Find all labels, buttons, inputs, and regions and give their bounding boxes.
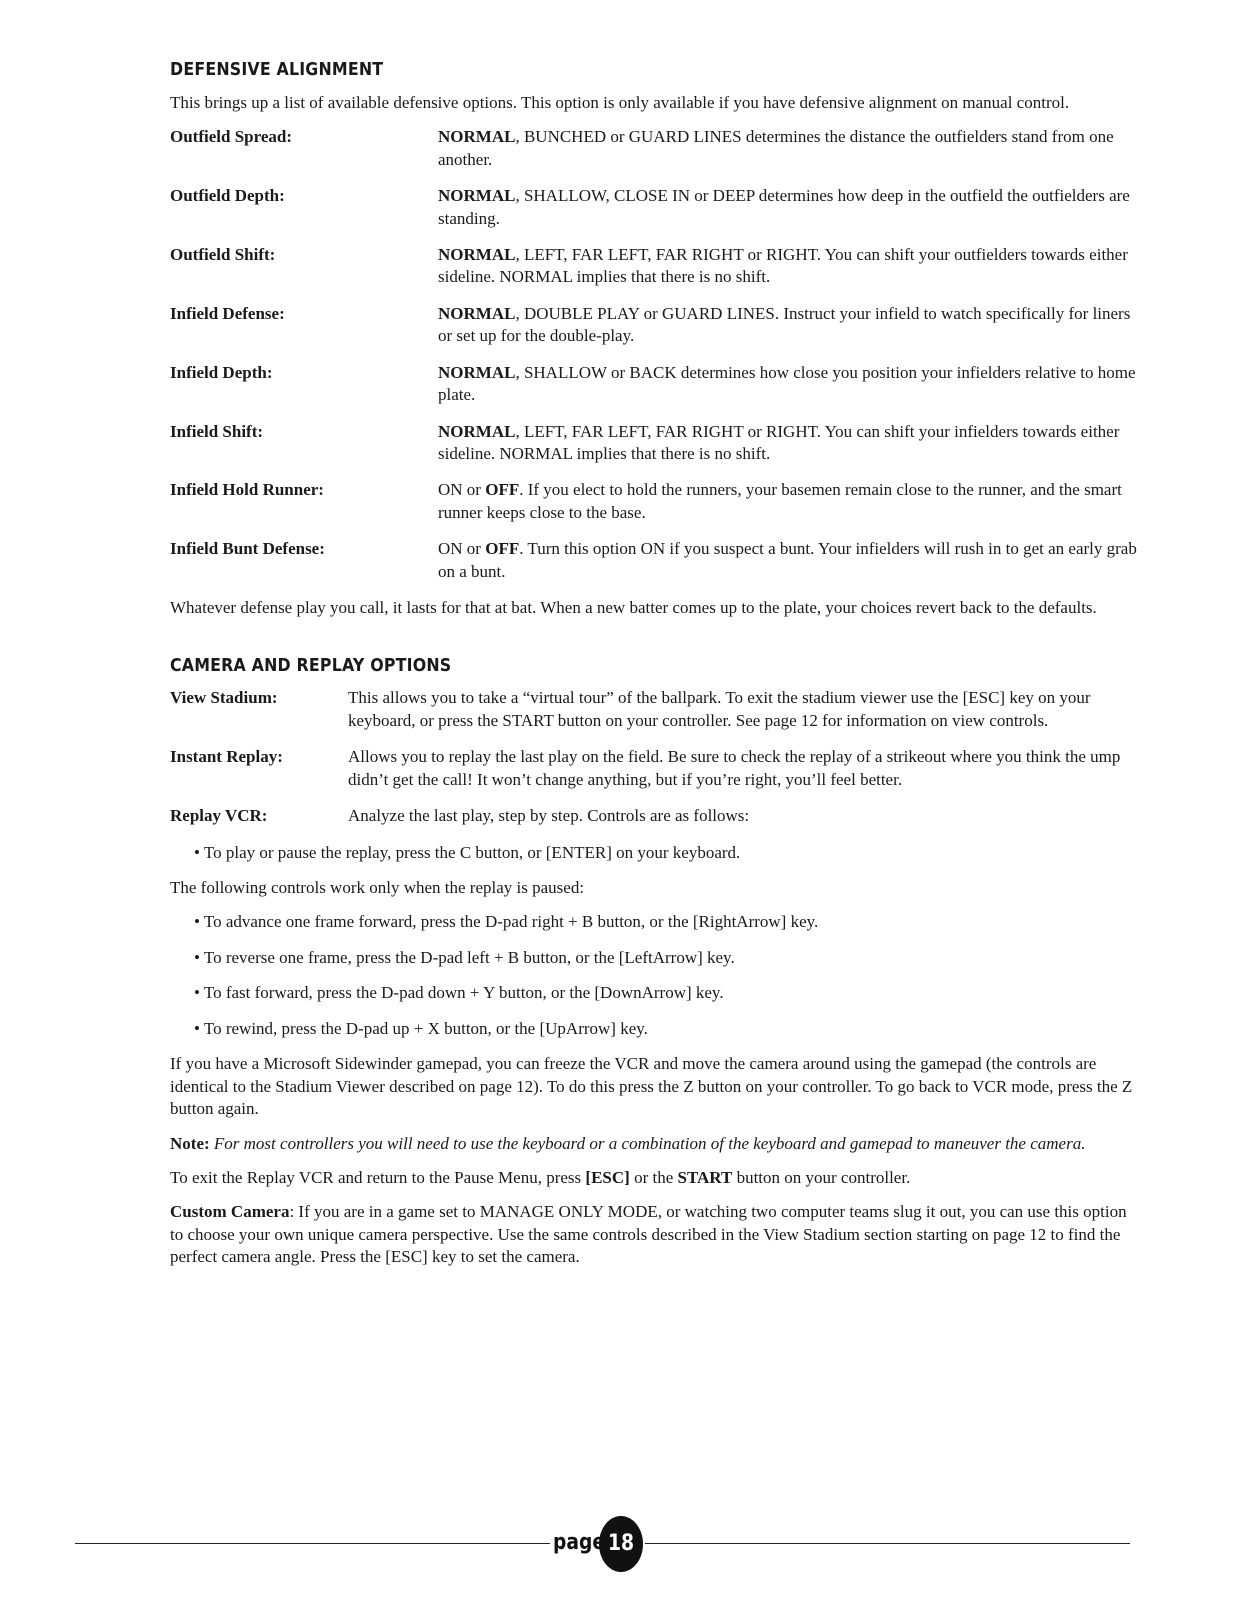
option-term: Infield Shift:: [170, 421, 264, 441]
option-text: . If you elect to hold the runners, your basemen remain close to the runner, and the smart runner keeps close to the base.: [438, 480, 1122, 522]
footer-page-number: 18: [607, 1531, 635, 1556]
exit-text-pre: To exit the Replay VCR and return to the Pause Menu, press: [170, 1167, 586, 1187]
option-keyword: NORMAL: [438, 362, 516, 382]
note-text: For most controllers you will need to use the keyboard or a combination of the keyboard and gamepad to maneuver the camera.: [213, 1133, 1086, 1153]
camera-replay-heading: CAMERA AND REPLAY OPTIONS: [170, 654, 452, 676]
option-term: Infield Depth:: [170, 362, 273, 382]
bullet-fast-forward: • To fast forward, press the D-pad down + Y button, or the [DownArrow] key.: [194, 983, 724, 1003]
option-keyword: OFF: [485, 539, 520, 559]
custom-camera-paragraph: [170, 1201, 1140, 1268]
camera-option-description: This allows you to take a “virtual tour” of the ballpark. To exit the stadium viewer use the [ESC] key on your keyboard, or press the START button on your controller. See page 12 for information on view controls.: [348, 688, 1091, 730]
exit-esc-key: [ESC]: [585, 1167, 630, 1187]
paused-controls-intro: The following controls work only when the replay is paused:: [170, 878, 585, 897]
option-description: [438, 244, 1140, 289]
camera-option-row: [170, 687, 1140, 732]
exit-text-post: button on your controller.: [732, 1167, 911, 1187]
option-text: . Turn this option ON if you suspect a bunt. Your infielders will rush in to get an early grab on a bunt.: [438, 539, 1137, 581]
defensive-options-list: [170, 126, 1140, 583]
option-keyword: NORMAL: [438, 303, 516, 323]
option-row: [170, 538, 1140, 583]
footer-page-word: page: [553, 1530, 606, 1555]
bullet-play-pause: • To play or pause the replay, press the C button, or [ENTER] on your keyboard.: [194, 842, 741, 862]
option-description: [438, 538, 1140, 583]
camera-option-term: Replay VCR:: [170, 806, 268, 826]
camera-option-term: Instant Replay:: [170, 747, 283, 767]
option-description: [438, 479, 1140, 524]
camera-option-row: [170, 746, 1140, 791]
option-keyword: NORMAL: [438, 127, 516, 147]
option-term: Infield Defense:: [170, 303, 285, 323]
option-term: Outfield Depth:: [170, 186, 285, 206]
option-text: , SHALLOW, CLOSE IN or DEEP determines how deep in the outfield the outfielders are standing.: [438, 186, 1130, 228]
exit-paragraph: [170, 1167, 1140, 1189]
option-row: [170, 303, 1140, 348]
footer-rule-left: [75, 1543, 550, 1544]
section-spacer: [170, 632, 1140, 654]
defensive-outro: Whatever defense play you call, it lasts for that at bat. When a new batter comes up to the plate, your choices revert back to the defaults.: [170, 598, 1097, 618]
option-description: [438, 126, 1140, 171]
option-text: , SHALLOW or BACK determines how close you position your infielders relative to home plate.: [438, 362, 1136, 405]
bullet-rewind: • To rewind, press the D-pad up + X button, or the [UpArrow] key.: [194, 1018, 648, 1038]
page-footer: [75, 1508, 1135, 1578]
option-text: , DOUBLE PLAY or GUARD LINES. Instruct your infield to watch specifically for liners or set up for the double-play.: [438, 303, 1131, 346]
camera-option-description: Analyze the last play, step by step. Controls are as follows:: [348, 806, 750, 826]
option-row: [170, 362, 1140, 407]
option-term: Infield Bunt Defense:: [170, 539, 325, 559]
exit-text-mid: or the: [629, 1167, 678, 1187]
exit-start-key: START: [677, 1167, 733, 1187]
option-row: [170, 126, 1140, 171]
option-text: , LEFT, FAR LEFT, FAR RIGHT or RIGHT. You can shift your infielders towards either sideline. NORMAL implies that there is no shift.: [438, 421, 1120, 463]
option-text: , LEFT, FAR LEFT, FAR RIGHT or RIGHT. You can shift your outfielders towards either sideline. NORMAL implies that there is no shift.: [438, 244, 1128, 287]
option-row: [170, 185, 1140, 230]
page-number-badge: [553, 1516, 643, 1574]
defensive-alignment-heading: DEFENSIVE ALIGNMENT: [170, 59, 384, 80]
option-row: [170, 244, 1140, 289]
option-keyword: NORMAL: [438, 421, 516, 441]
sidewinder-paragraph: If you have a Microsoft Sidewinder gamepad, you can freeze the VCR and move the camera around using the gamepad (the controls are identical to the Stadium Viewer described on page 12). To do this press the Z button on your controller. To go back to VCR mode, press the Z button again.: [170, 1054, 1133, 1119]
option-keyword: OFF: [485, 480, 520, 500]
option-row: [170, 479, 1140, 524]
bullet-reverse: • To reverse one frame, press the D-pad left + B button, or the [LeftArrow] key.: [194, 947, 735, 967]
manual-page: [170, 58, 1140, 1281]
option-keyword: NORMAL: [438, 186, 516, 206]
option-term: Outfield Spread:: [170, 127, 293, 147]
camera-option-row: [170, 805, 1140, 827]
option-row: [170, 421, 1140, 466]
option-description: [438, 362, 1140, 407]
option-prefix: ON or: [438, 539, 486, 559]
footer-rule-right: [645, 1543, 1130, 1544]
option-description: [438, 421, 1140, 466]
option-description: [438, 303, 1140, 348]
camera-option-description: Allows you to replay the last play on the field. Be sure to check the replay of a strikeout where you think the ump didn’t get the call! It won’t change anything, but if you’re right, you’ll feel better.: [348, 747, 1121, 789]
option-keyword: NORMAL: [438, 244, 516, 264]
camera-option-term: View Stadium:: [170, 688, 278, 708]
defensive-intro: This brings up a list of available defensive options. This option is only available if you have defensive alignment on manual control.: [170, 92, 1070, 112]
note-label: Note:: [170, 1133, 210, 1153]
option-prefix: ON or: [438, 480, 486, 500]
note-paragraph: [170, 1133, 1140, 1155]
option-term: Infield Hold Runner:: [170, 480, 324, 500]
custom-camera-label: Custom Camera: [170, 1202, 290, 1222]
option-description: [438, 185, 1140, 230]
option-text: , BUNCHED or GUARD LINES determines the distance the outfielders stand from one another.: [438, 127, 1114, 169]
camera-options-list: [170, 687, 1140, 827]
bullet-advance: • To advance one frame forward, press the D-pad right + B button, or the [RightArrow] key.: [194, 912, 819, 932]
custom-camera-text: : If you are in a game set to MANAGE ONLY MODE, or watching two computer teams slug it out, you can use this option to choose your own unique camera perspective. Use the same controls described in the View Stadium section starting on page 12 to find the perfect camera angle. Press the [ESC] key to set the camera.: [170, 1202, 1127, 1267]
option-term: Outfield Shift:: [170, 244, 276, 264]
